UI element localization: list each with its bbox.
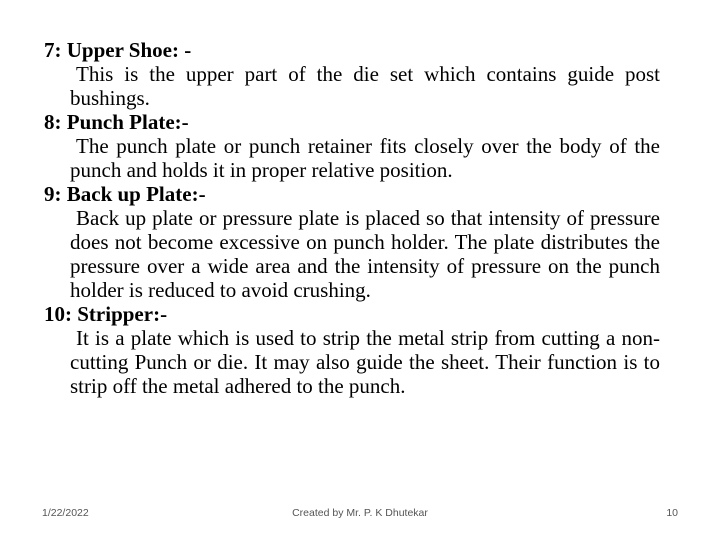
footer-date: 1/22/2022 bbox=[42, 507, 89, 519]
section-heading-back-up-plate: 9: Back up Plate:- bbox=[44, 182, 206, 206]
footer-author: Created by Mr. P. K Dhutekar bbox=[292, 507, 428, 519]
section-text-back-up-plate: Back up plate or pressure plate is placed so that intensity of pressure does not become excessive on punch holder. The plate distributes the pressure over a wide area and the intensity of pressure on the punch holder is reduced to avoid crushing. bbox=[70, 206, 660, 302]
section-heading-punch-plate: 8: Punch Plate:- bbox=[44, 110, 189, 134]
section-text-upper-shoe: This is the upper part of the die set which contains guide post bushings. bbox=[70, 62, 660, 110]
section-text-punch-plate: The punch plate or punch retainer fits closely over the body of the punch and holds it in proper relative position. bbox=[70, 134, 660, 182]
section-heading-upper-shoe: 7: Upper Shoe: - bbox=[44, 38, 192, 62]
section-text-stripper: It is a plate which is used to strip the metal strip from cutting a non-cutting Punch or die. It may also guide the sheet. Their function is to strip off the metal adhered to the punch. bbox=[70, 326, 660, 398]
footer-page-number: 10 bbox=[666, 507, 678, 519]
section-heading-stripper: 10: Stripper:- bbox=[44, 302, 168, 326]
slide-footer bbox=[0, 507, 720, 523]
slide-content bbox=[44, 38, 660, 398]
